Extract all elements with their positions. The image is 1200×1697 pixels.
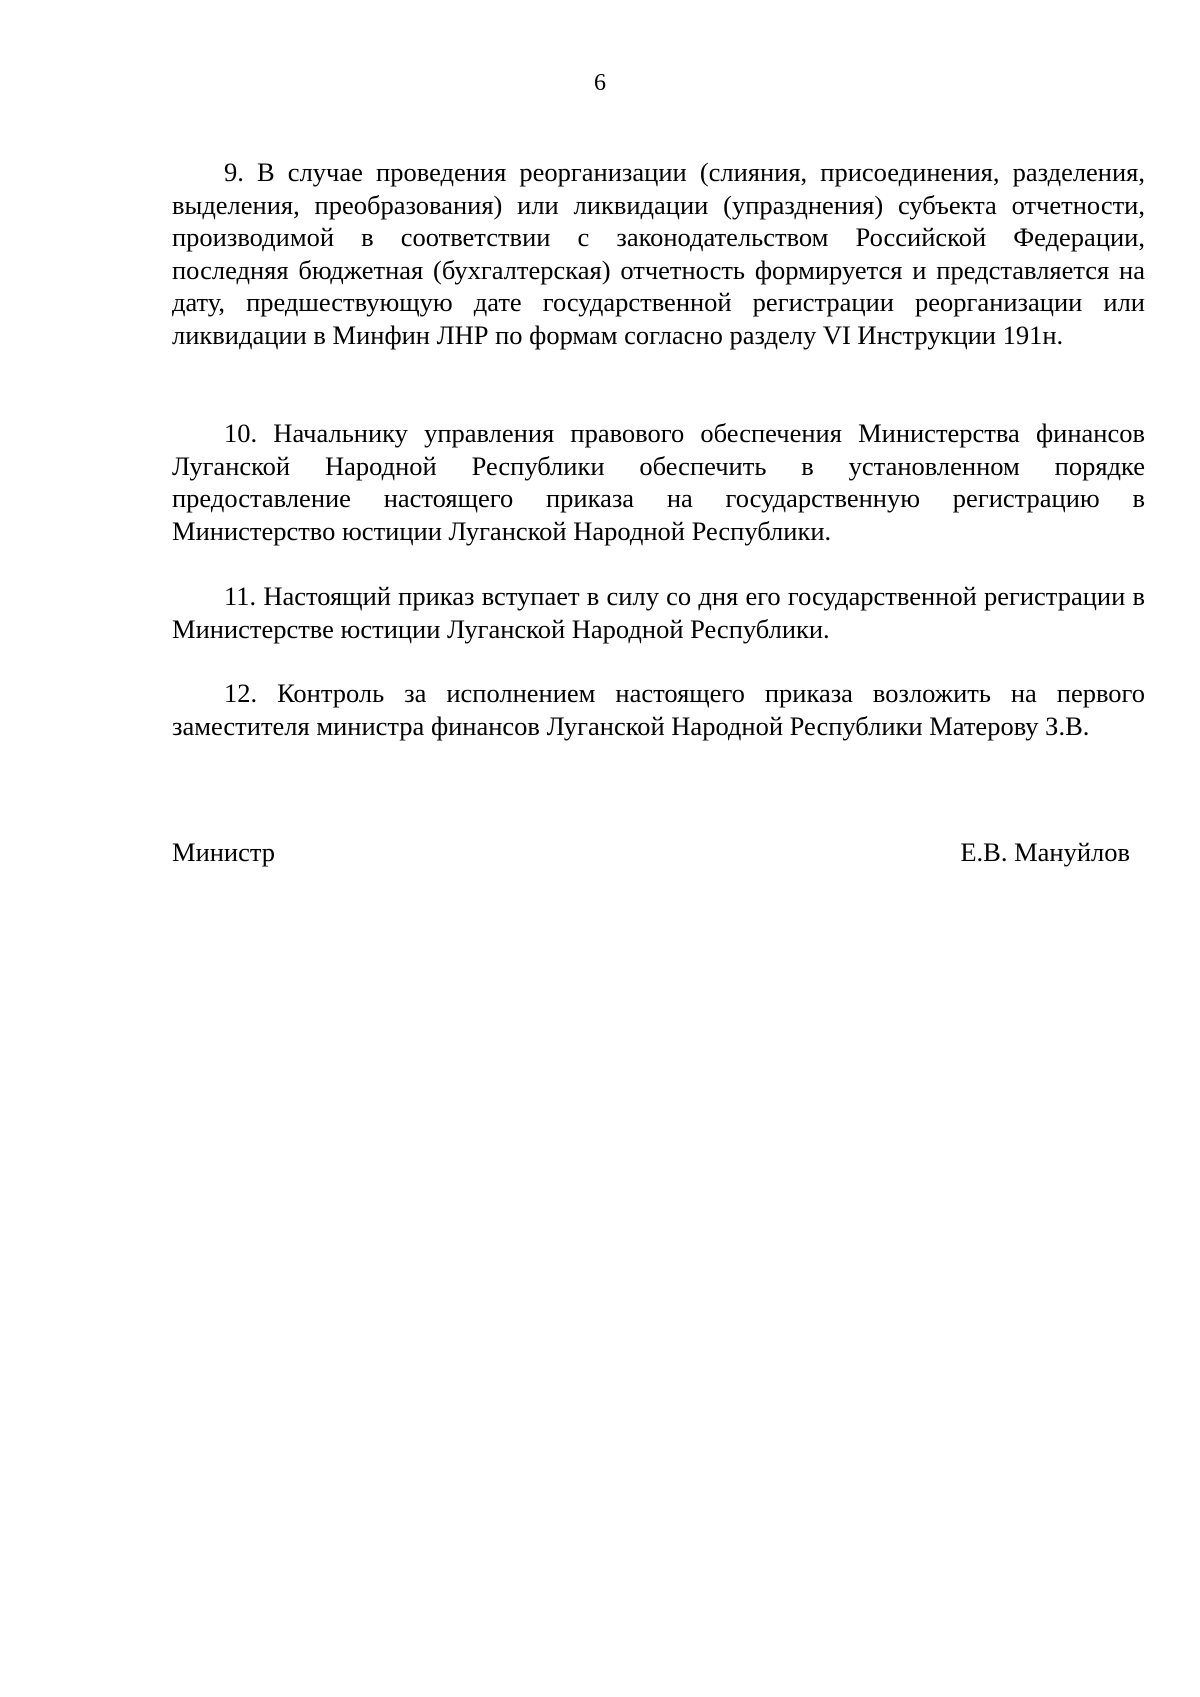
signatory-position: Министр <box>172 837 276 867</box>
paragraph-text: 10. Начальнику управления правового обеспечения Министерства финансов Луганской Народной Республики обеспечить в установленном порядке предоставление настоящего приказа на государственную регистрацию в Министерство юстиции Луганской Народной Республики. <box>172 418 1145 546</box>
signature-block <box>172 836 1130 869</box>
paragraph-9 <box>172 156 1145 352</box>
paragraph-text: 9. В случае проведения реорганизации (слияния, присоединения, разделения, выделения, преобразования) или ликвидации (упразднения) субъекта отчетности, производимой в соответствии с законодательством Российской Федерации, последняя бюджетная (бухгалтерская) отчетность формируется и представляется на дату, предшествующую дате государственной регистрации реорганизации или ликвидации в Минфин ЛНР по формам согласно разделу VI Инструкции 191н. <box>172 157 1145 350</box>
signatory-name: Е.В. Мануйлов <box>960 837 1130 867</box>
paragraph-text: 12. Контроль за исполнением настоящего приказа возложить на первого заместителя министра финансов Луганской Народной Республики Матерову З.В. <box>172 678 1145 741</box>
paragraph-text: 11. Настоящий приказ вступает в силу со дня его государственной регистрации в Министерстве юстиции Луганской Народной Республики. <box>172 581 1145 644</box>
page-number: 6 <box>594 70 606 96</box>
paragraph-11 <box>172 580 1145 645</box>
paragraph-12 <box>172 677 1145 742</box>
paragraph-10 <box>172 417 1145 547</box>
